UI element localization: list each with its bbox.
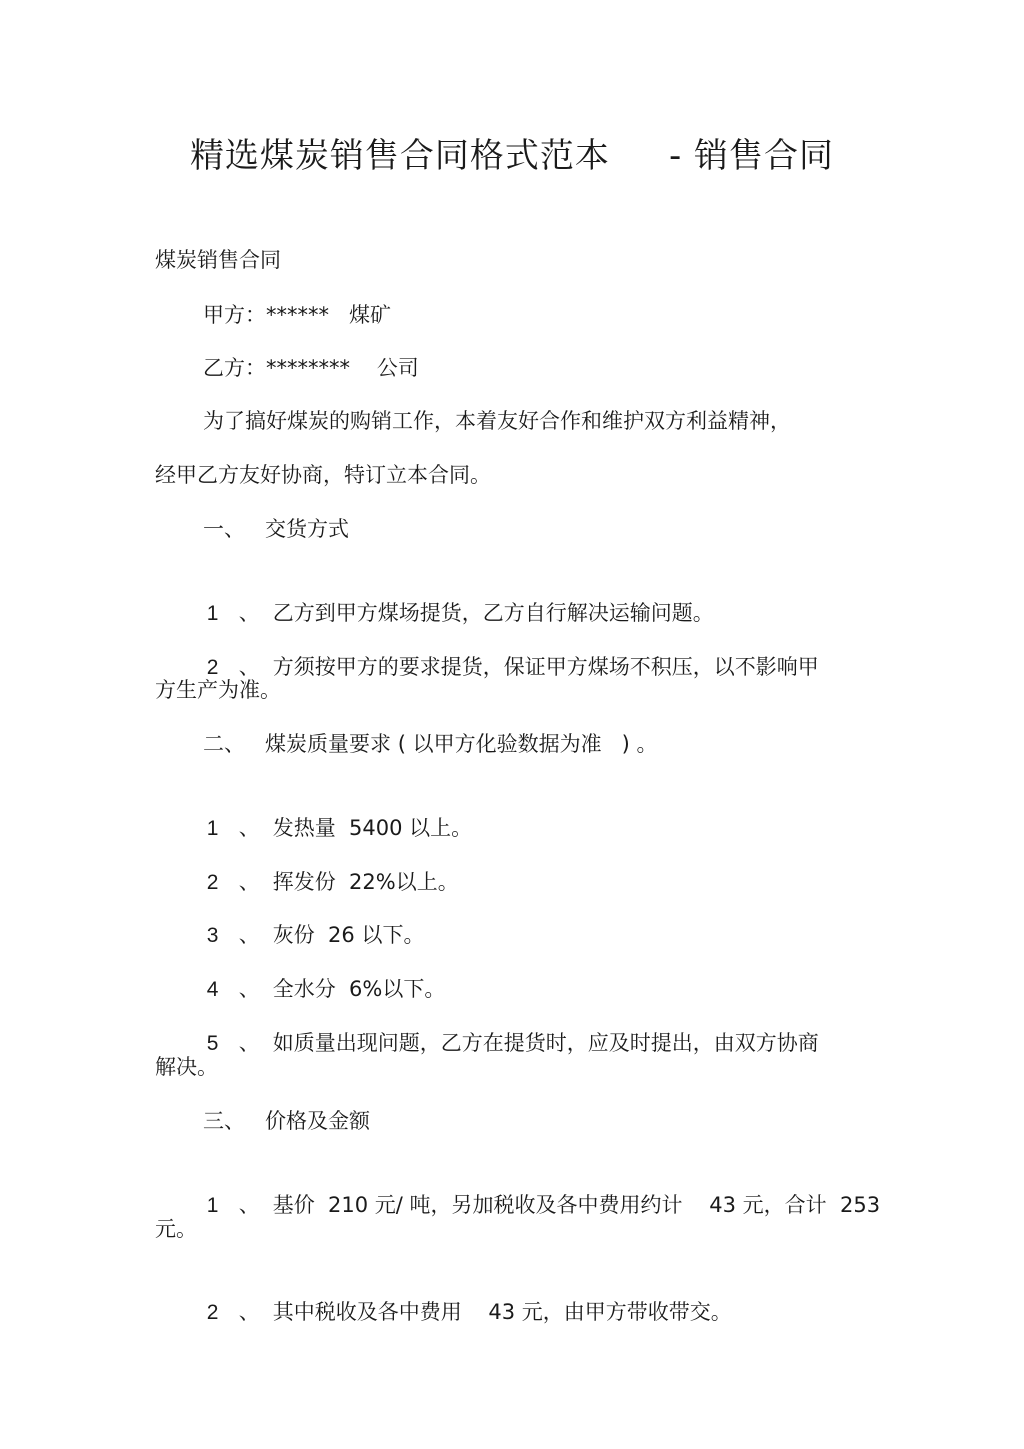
item-separator: 、 bbox=[238, 1193, 260, 1217]
item-separator: 、 bbox=[238, 870, 260, 894]
item-continuation: 元。 bbox=[155, 1217, 197, 1241]
item-text: 方须按甲方的要求提货，保证甲方煤场不积压，以不影响甲 bbox=[272, 655, 819, 679]
party-b: 乙方：******** 公司 bbox=[203, 356, 419, 380]
item-number: 2 bbox=[206, 656, 219, 679]
item-separator: 、 bbox=[238, 923, 260, 947]
section-heading-1: 一、 交货方式 bbox=[203, 517, 350, 541]
item-text: 全水分 6%以下。 bbox=[272, 977, 446, 1001]
list-item bbox=[180, 1160, 880, 1251]
item-text: 挥发份 22%以上。 bbox=[272, 870, 459, 894]
list-item bbox=[180, 998, 819, 1089]
item-number: 2 bbox=[206, 871, 219, 894]
item-number: 1 bbox=[206, 817, 219, 840]
item-text: 其中税收及各中费用 43 元，由甲方带收带交。 bbox=[272, 1300, 732, 1324]
item-number: 4 bbox=[206, 978, 219, 1001]
item-text: 基价 210 元/ 吨，另加税收及各中费用约计 43 元，合计 253 bbox=[272, 1193, 881, 1217]
item-continuation: 解决。 bbox=[155, 1055, 218, 1079]
item-number: 1 bbox=[206, 1194, 219, 1217]
item-separator: 、 bbox=[238, 1031, 260, 1055]
item-separator: 、 bbox=[238, 816, 260, 840]
item-text: 乙方到甲方煤场提货，乙方自行解决运输问题。 bbox=[272, 601, 714, 625]
contract-subtitle: 煤炭销售合同 bbox=[155, 248, 281, 272]
intro-line-1: 为了搞好煤炭的购销工作，本着友好合作和维护双方利益精神， bbox=[203, 409, 791, 433]
item-number: 5 bbox=[206, 1032, 219, 1055]
item-text: 灰份 26 以下。 bbox=[272, 923, 425, 947]
party-a: 甲方：****** 煤矿 bbox=[203, 303, 392, 327]
section-heading-3: 三、 价格及金额 bbox=[203, 1109, 371, 1133]
item-separator: 、 bbox=[238, 1300, 260, 1324]
item-number: 3 bbox=[206, 924, 219, 947]
section-heading-2: 二、 煤炭质量要求 ( 以甲方化验数据为准 ) 。 bbox=[203, 732, 658, 756]
item-number: 1 bbox=[206, 602, 219, 625]
item-separator: 、 bbox=[238, 601, 260, 625]
item-text: 发热量 5400 以上。 bbox=[272, 816, 473, 840]
intro-line-2: 经甲乙方友好协商，特订立本合同。 bbox=[155, 463, 491, 487]
item-separator: 、 bbox=[238, 977, 260, 1001]
list-item bbox=[180, 1267, 732, 1358]
item-number: 2 bbox=[206, 1301, 219, 1324]
item-text: 如质量出现问题，乙方在提货时，应及时提出，由双方协商 bbox=[272, 1031, 819, 1055]
item-separator: 、 bbox=[238, 655, 260, 679]
item-continuation: 方生产为准。 bbox=[155, 678, 281, 702]
document-title: 精选煤炭销售合同格式范本 - 销售合同 bbox=[189, 136, 835, 176]
